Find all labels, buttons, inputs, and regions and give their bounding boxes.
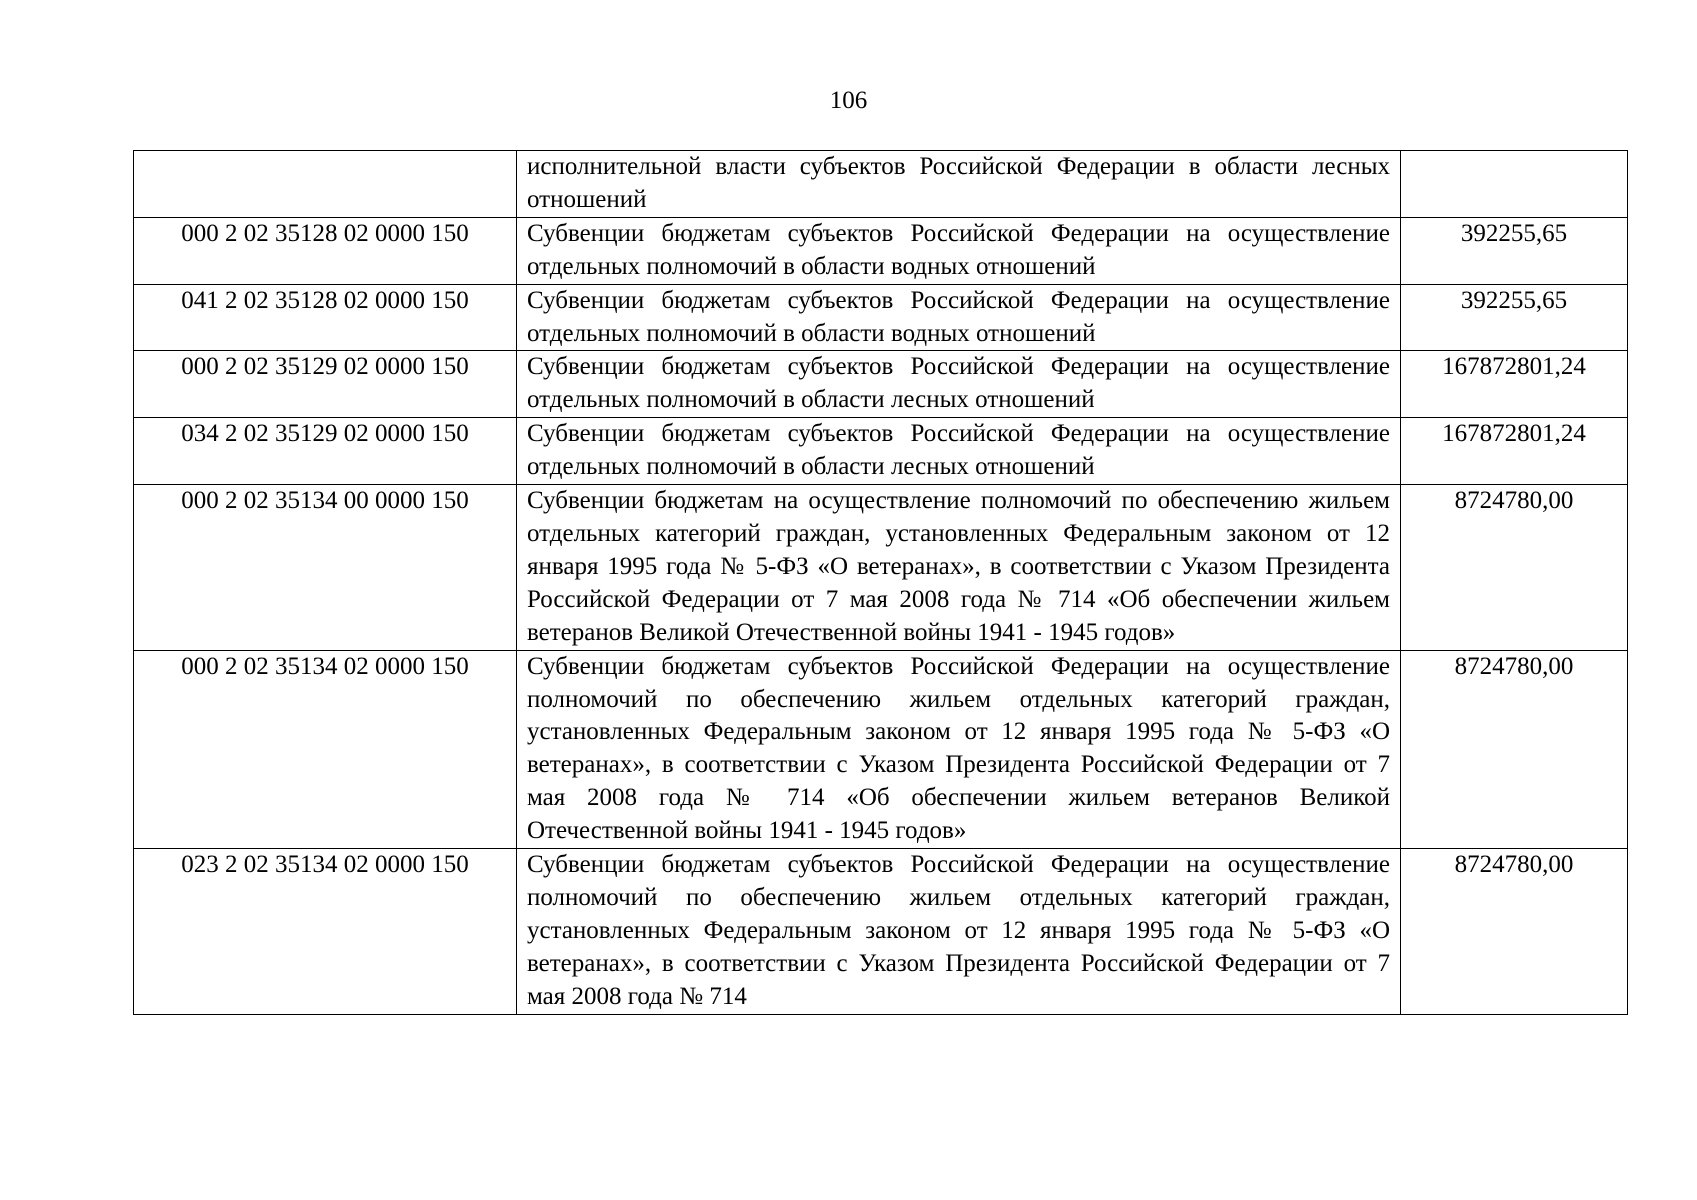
amount-cell: 167872801,24 — [1401, 418, 1628, 485]
income-name-cell: Субвенции бюджетам субъектов Российской Федерации на осуществление отдельных полномочий в области лесных отношений — [517, 418, 1401, 485]
amount-cell: 8724780,00 — [1401, 650, 1628, 848]
budget-code-cell: 000 2 02 35134 00 0000 150 — [134, 485, 517, 651]
amount-cell: 167872801,24 — [1401, 351, 1628, 418]
budget-code-cell: 041 2 02 35128 02 0000 150 — [134, 284, 517, 351]
income-name-cell: Субвенции бюджетам субъектов Российской Федерации на осуществление отдельных полномочий в области лесных отношений — [517, 351, 1401, 418]
budget-code-cell: 023 2 02 35134 02 0000 150 — [134, 849, 517, 1015]
amount-cell: 392255,65 — [1401, 217, 1628, 284]
budget-code-cell: 000 2 02 35134 02 0000 150 — [134, 650, 517, 848]
income-name-cell: исполнительной власти субъектов Российской Федерации в области лесных отношений — [517, 151, 1401, 218]
income-name-cell: Субвенции бюджетам субъектов Российской Федерации на осуществление полномочий по обеспечению жильем отдельных категорий граждан, установленных Федеральным законом от 12 января 1995 года № 5-ФЗ «О ветеранах», в соответствии с Указом Президента Российской Федерации от 7 мая 2008 года № 714 — [517, 849, 1401, 1015]
table-row — [134, 485, 1628, 651]
amount-cell: 8724780,00 — [1401, 485, 1628, 651]
table-row — [134, 650, 1628, 848]
income-name-cell: Субвенции бюджетам субъектов Российской Федерации на осуществление отдельных полномочий в области водных отношений — [517, 217, 1401, 284]
budget-code-cell: 034 2 02 35129 02 0000 150 — [134, 418, 517, 485]
table-row — [134, 351, 1628, 418]
income-name-cell: Субвенции бюджетам субъектов Российской Федерации на осуществление отдельных полномочий в области водных отношений — [517, 284, 1401, 351]
income-name-cell: Субвенции бюджетам на осуществление полномочий по обеспечению жильем отдельных категорий граждан, установленных Федеральным законом от 12 января 1995 года № 5-ФЗ «О ветеранах», в соответствии с Указом Президента Российской Федерации от 7 мая 2008 года № 714 «Об обеспечении жильем ветеранов Великой Отечественной войны 1941 - 1945 годов» — [517, 485, 1401, 651]
budget-code-cell: 000 2 02 35128 02 0000 150 — [134, 217, 517, 284]
income-name-cell: Субвенции бюджетам субъектов Российской Федерации на осуществление полномочий по обеспечению жильем отдельных категорий граждан, установленных Федеральным законом от 12 января 1995 года № 5-ФЗ «О ветеранах», в соответствии с Указом Президента Российской Федерации от 7 мая 2008 года № 714 «Об обеспечении жильем ветеранов Великой Отечественной войны 1941 - 1945 годов» — [517, 650, 1401, 848]
page-number: 106 — [829, 87, 868, 114]
amount-cell: 392255,65 — [1401, 284, 1628, 351]
budget-table — [133, 150, 1628, 1015]
budget-code-cell — [134, 151, 517, 218]
amount-cell: 8724780,00 — [1401, 849, 1628, 1015]
table-row — [134, 418, 1628, 485]
budget-code-cell: 000 2 02 35129 02 0000 150 — [134, 351, 517, 418]
table-row — [134, 151, 1628, 218]
table-row — [134, 284, 1628, 351]
amount-cell — [1401, 151, 1628, 218]
table-row — [134, 217, 1628, 284]
table-row — [134, 849, 1628, 1015]
